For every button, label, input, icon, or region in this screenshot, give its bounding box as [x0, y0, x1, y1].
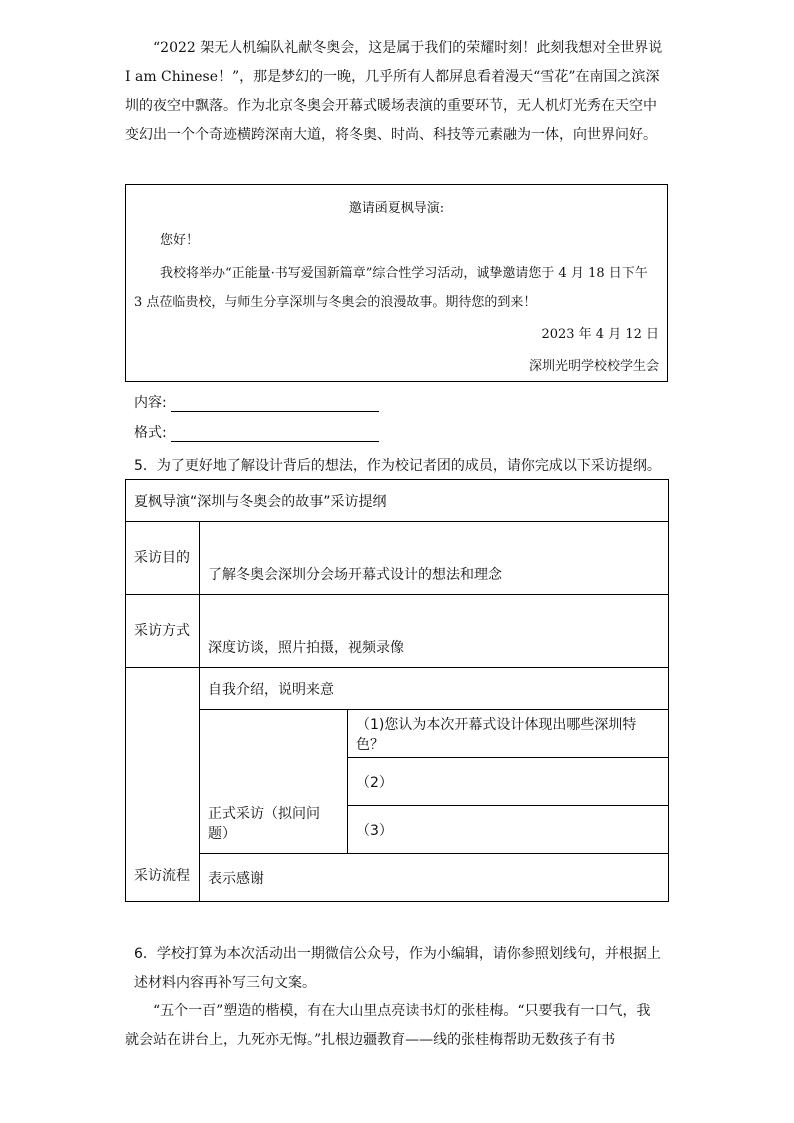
question-2[interactable]: （2）	[348, 758, 669, 806]
question-5: 5．为了更好地了解设计背后的想法，作为校记者团的成员，请你完成以下采访提纲。	[134, 458, 661, 474]
interview-outline-table	[125, 479, 669, 902]
step-intro: 自我介绍，说明来意	[200, 668, 669, 710]
step-thanks: 表示感谢	[200, 854, 669, 902]
letter-body: 我校将举办“正能量·书写爱国新篇章”综合性学习活动，诚挚邀请您于 4 月 18 日下午 3 点莅临贵校，与师生分享深圳与冬奥会的浪漫故事。期待您的到来！	[134, 266, 648, 310]
method-value: 深度访谈，照片拍摄，视频录像	[200, 595, 669, 668]
question-3[interactable]: （3）	[348, 806, 669, 854]
format-blank[interactable]	[171, 425, 379, 442]
purpose-value: 了解冬奥会深圳分会场开幕式设计的想法和理念	[200, 522, 669, 595]
format-field	[134, 422, 379, 442]
process-label: 采访流程	[126, 668, 200, 902]
intro-paragraph: “2022 架无人机编队礼献冬奥会，这是属于我们的荣耀时刻！此刻我想对全世界说 I am Chinese！”，那是梦幻的一晚，几乎所有人都屏息看着漫天“雪花”在南国之滨深圳的夜空中飘落。作为北京冬奥会开幕式暖场表演的重要环节，无人机灯光秀在天空中变幻出一个个奇迹横跨深南大道，将冬奥、时尚、科技等元素融为一体，向世界问好。	[125, 40, 663, 143]
letter-signature: 深圳光明学校校学生会	[528, 359, 659, 374]
invitation-letter	[125, 184, 668, 382]
outline-title: 夏枫导演“深圳与冬奥会的故事”采访提纲	[126, 480, 669, 522]
final-paragraph: “五个一百”塑造的楷模，有在大山里点亮读书灯的张桂梅。“只要我有一口气，我就会站在讲台上，九死亦无悔。”扎根边疆教育——线的张桂梅帮助无数孩子有书	[125, 1003, 651, 1048]
content-field	[134, 392, 379, 412]
method-label: 采访方式	[126, 595, 200, 668]
content-blank[interactable]	[171, 395, 379, 412]
letter-title: 邀请函夏枫导演:	[348, 201, 445, 216]
format-label: 格式:	[134, 425, 167, 441]
formal-interview-label: 正式采访（拟问问题）	[200, 710, 348, 854]
question-1: （1)您认为本次开幕式设计体现出哪些深圳特色？	[348, 710, 669, 758]
letter-greeting: 您好！	[160, 233, 200, 248]
purpose-label: 采访目的	[126, 522, 200, 595]
content-label: 内容:	[134, 395, 167, 411]
question-6: 6．学校打算为本次活动出一期微信公众号，作为小编辑，请你参照划线句，并根据上述材料内容再补写三句文案。	[134, 946, 661, 991]
letter-date: 2023 年 4 月 12 日	[541, 327, 659, 342]
